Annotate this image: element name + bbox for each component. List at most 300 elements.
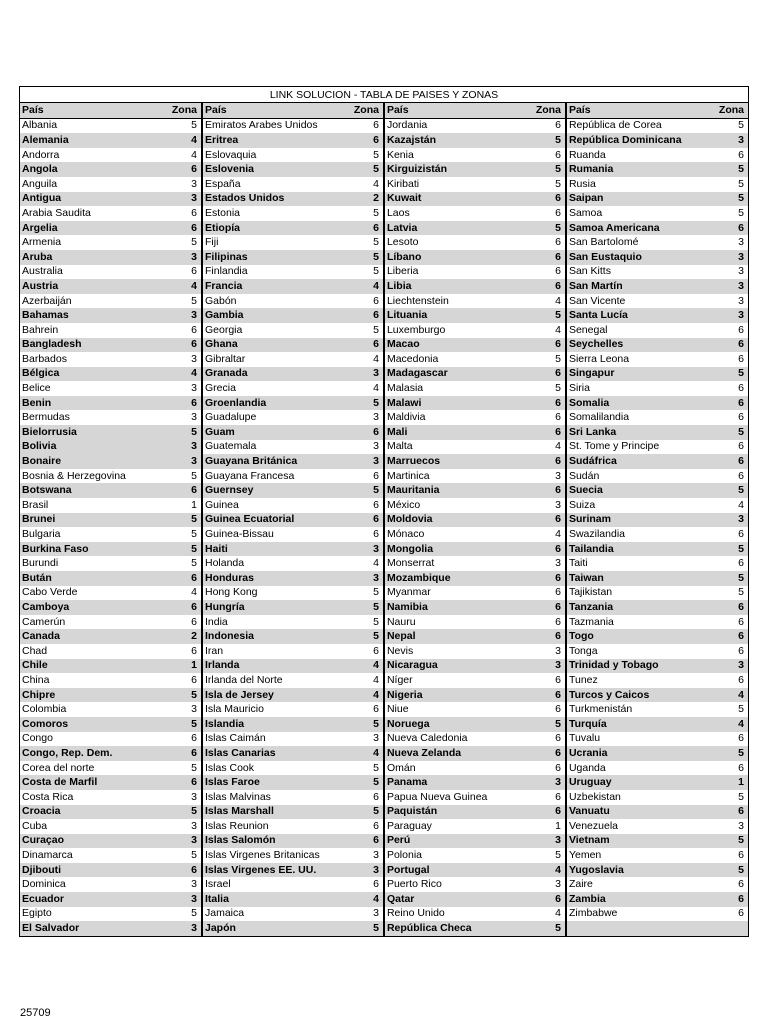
country-cell: Guadalupe: [202, 410, 340, 425]
header-country: País: [20, 103, 158, 118]
country-cell: México: [384, 498, 522, 513]
zone-cell: 3: [704, 279, 748, 294]
table-row: [20, 702, 748, 717]
country-cell: Martinica: [384, 469, 522, 484]
zone-cell: 6: [555, 761, 561, 774]
zone-cell: 3: [158, 834, 202, 849]
country-cell: Jordania: [384, 118, 522, 133]
country-cell: Gabón: [202, 294, 340, 309]
country-cell: Uganda: [566, 761, 704, 776]
header-zone: Zona: [340, 103, 384, 118]
country-cell: Eslovenia: [202, 162, 340, 177]
zone-cell: 4: [373, 673, 379, 686]
country-cell: Australia: [22, 265, 63, 278]
zone-cell: 5: [704, 571, 748, 586]
zone-cell: 6: [555, 265, 561, 278]
country-cell: Camboya: [20, 600, 158, 615]
country-cell: Islas Canarias: [202, 746, 340, 761]
table-row: [20, 629, 748, 644]
zone-cell: 3: [340, 571, 384, 586]
country-cell: España: [202, 177, 340, 192]
zone-cell: 5: [522, 308, 566, 323]
country-cell: Camerún: [22, 615, 66, 628]
country-cell: Barbados: [22, 352, 67, 365]
zone-cell: 6: [158, 571, 202, 586]
zone-cell: 4: [340, 659, 384, 674]
country-cell: Turcos y Caicos: [566, 688, 704, 703]
country-cell: Chad: [22, 644, 48, 657]
zone-cell: 6: [158, 396, 202, 411]
country-cell: San Bartolomé: [566, 235, 704, 250]
country-cell: Madagascar: [384, 367, 522, 382]
zone-cell: 4: [373, 382, 379, 395]
table-row: [20, 746, 748, 761]
country-cell: Gambia: [202, 308, 340, 323]
zone-cell: 6: [555, 119, 561, 132]
zone-cell: 5: [738, 586, 744, 599]
country-cell: Dominica: [22, 878, 66, 891]
zone-cell: 6: [704, 805, 748, 820]
zone-cell: 4: [340, 688, 384, 703]
table-row: [20, 761, 748, 776]
zone-cell: 3: [738, 819, 744, 832]
table-row: [20, 600, 748, 615]
zone-cell: 6: [704, 396, 748, 411]
country-cell: Nevis: [384, 644, 522, 659]
zone-cell: 6: [555, 148, 561, 161]
zone-cell: 6: [738, 382, 744, 395]
country-cell: Paraguay: [384, 819, 522, 834]
zone-cell: 4: [704, 688, 748, 703]
table-row: [20, 250, 748, 265]
country-cell: Malta: [384, 440, 522, 455]
zone-cell: 3: [373, 411, 379, 424]
table-row: [20, 221, 748, 236]
table-row: [20, 133, 748, 148]
country-cell: China: [22, 673, 50, 686]
zone-cell: 4: [555, 907, 561, 920]
country-cell: Bután: [20, 571, 158, 586]
zone-cell: 5: [373, 586, 379, 599]
zone-cell: 6: [522, 250, 566, 265]
zone-cell: 6: [738, 673, 744, 686]
country-cell: Vanuatu: [566, 805, 704, 820]
country-cell: Islandia: [202, 717, 340, 732]
zone-cell: 5: [191, 236, 197, 249]
zone-cell: 4: [555, 440, 561, 453]
country-cell: Níger: [384, 673, 522, 688]
country-cell: Reino Unido: [384, 907, 522, 922]
country-cell: Kiribati: [384, 177, 522, 192]
zone-cell: 6: [373, 644, 379, 657]
zone-cell: 6: [738, 907, 744, 920]
zone-cell: 4: [340, 279, 384, 294]
country-cell: Swazilandia: [566, 527, 704, 542]
zone-cell: 6: [522, 600, 566, 615]
zone-cell: 6: [704, 454, 748, 469]
country-cell: Islas Cook: [202, 761, 340, 776]
table-row: [20, 921, 748, 936]
zone-cell: 5: [373, 615, 379, 628]
table-row: [20, 206, 748, 221]
country-cell: Turquía: [566, 717, 704, 732]
zone-cell: 5: [340, 775, 384, 790]
zone-cell: 5: [373, 148, 379, 161]
zone-cell: 4: [704, 717, 748, 732]
zone-cell: 4: [340, 746, 384, 761]
country-cell: Moldovia: [384, 513, 522, 528]
zone-cell: 6: [738, 323, 744, 336]
country-cell: Aruba: [20, 250, 158, 265]
country-cell: El Salvador: [20, 921, 158, 936]
country-cell: Arabia Saudita: [22, 206, 91, 219]
country-cell: Ucrania: [566, 746, 704, 761]
country-cell: Djibouti: [20, 863, 158, 878]
zone-cell: 5: [191, 119, 197, 132]
zone-cell: 5: [522, 717, 566, 732]
zone-cell: 6: [738, 849, 744, 862]
zone-cell: 5: [158, 513, 202, 528]
country-cell: Congo, Rep. Dem.: [20, 746, 158, 761]
country-cell: Eslovaquia: [202, 148, 340, 163]
zone-cell: 4: [158, 367, 202, 382]
country-cell: Namibia: [384, 600, 522, 615]
zone-cell: 4: [340, 892, 384, 907]
country-cell: Portugal: [384, 863, 522, 878]
country-cell: Colombia: [22, 703, 67, 716]
country-cell: Papua Nueva Guinea: [384, 790, 522, 805]
zone-cell: 5: [704, 542, 748, 557]
zone-cell: 5: [704, 367, 748, 382]
zone-cell: 6: [373, 819, 379, 832]
zone-cell: 3: [704, 308, 748, 323]
country-cell: Sudáfrica: [566, 454, 704, 469]
zone-cell: 6: [191, 644, 197, 657]
country-cell: Islas Reunion: [202, 819, 340, 834]
zone-cell: 3: [373, 440, 379, 453]
table-header-row: [20, 103, 748, 118]
zone-cell: 6: [738, 615, 744, 628]
country-cell: Uzbekistan: [566, 790, 704, 805]
country-cell: Albania: [22, 119, 58, 132]
zone-cell: 5: [522, 221, 566, 236]
zone-cell: 5: [340, 250, 384, 265]
table-row: [20, 323, 748, 338]
zone-cell: 6: [522, 805, 566, 820]
zone-cell: 6: [738, 440, 744, 453]
country-cell: Sudán: [566, 469, 704, 484]
zone-cell: 3: [340, 542, 384, 557]
zone-cell: 5: [738, 177, 744, 190]
country-cell: Nigeria: [384, 688, 522, 703]
country-cell: Suiza: [566, 498, 704, 513]
table-row: [20, 425, 748, 440]
country-cell: Suecia: [566, 483, 704, 498]
zone-cell: 6: [522, 483, 566, 498]
zone-cell: 3: [555, 469, 561, 482]
zone-cell: 3: [704, 659, 748, 674]
zone-cell: 3: [704, 513, 748, 528]
zone-cell: [704, 921, 748, 936]
zone-cell: 3: [158, 892, 202, 907]
zone-cell: 6: [738, 878, 744, 891]
zone-cell: 1: [704, 775, 748, 790]
country-cell: Noruega: [384, 717, 522, 732]
zone-cell: 4: [555, 294, 561, 307]
zone-cell: 5: [555, 352, 561, 365]
country-cell: Corea del norte: [22, 761, 95, 774]
country-cell: Qatar: [384, 892, 522, 907]
table-row: [20, 659, 748, 674]
country-cell: Dinamarca: [22, 849, 73, 862]
country-cell: Holanda: [202, 556, 340, 571]
country-cell: Nepal: [384, 629, 522, 644]
country-cell: Canada: [20, 629, 158, 644]
zone-cell: 5: [340, 629, 384, 644]
country-cell: Guinea-Bissau: [202, 527, 340, 542]
country-cell: Chile: [20, 659, 158, 674]
country-cell: India: [202, 615, 340, 630]
table-row: [20, 177, 748, 192]
zone-cell: 4: [373, 177, 379, 190]
country-cell: República Dominicana: [566, 133, 704, 148]
zone-cell: 3: [191, 352, 197, 365]
zone-cell: 6: [340, 338, 384, 353]
country-cell: Austria: [20, 279, 158, 294]
country-cell: Tuvalu: [566, 732, 704, 747]
zone-cell: 5: [373, 761, 379, 774]
zone-cell: 6: [555, 206, 561, 219]
country-cell: Maldivia: [384, 410, 522, 425]
country-cell: Líbano: [384, 250, 522, 265]
zone-cell: 4: [555, 528, 561, 541]
country-cell: Isla de Jersey: [202, 688, 340, 703]
country-cell: Anguila: [22, 177, 58, 190]
zone-cell: 6: [522, 542, 566, 557]
table-row: [20, 848, 748, 863]
country-cell: República Checa: [384, 921, 522, 936]
country-cell: Emiratos Arabes Unidos: [202, 118, 340, 133]
zone-cell: 6: [738, 352, 744, 365]
country-cell: Guayana Británica: [202, 454, 340, 469]
table-row: [20, 235, 748, 250]
country-cell: San Kitts: [566, 265, 704, 280]
zone-cell: 4: [738, 498, 744, 511]
zone-cell: 6: [373, 528, 379, 541]
country-cell: Botswana: [20, 483, 158, 498]
country-cell: Croacia: [20, 805, 158, 820]
zone-cell: 6: [158, 338, 202, 353]
zone-cell: 3: [704, 250, 748, 265]
zone-table-document: [19, 86, 749, 937]
zone-cell: 6: [158, 863, 202, 878]
zone-cell: 5: [522, 921, 566, 936]
country-cell: Ghana: [202, 338, 340, 353]
country-cell: Ruanda: [566, 148, 704, 163]
zone-cell: 5: [340, 396, 384, 411]
document-title: LINK SOLUCION - TABLA DE PAISES Y ZONAS: [20, 87, 748, 103]
zone-cell: 5: [373, 265, 379, 278]
country-cell: Congo: [22, 732, 53, 745]
country-cell: Somalia: [566, 396, 704, 411]
zone-cell: 6: [738, 469, 744, 482]
country-cell: Nicaragua: [384, 659, 522, 674]
zone-cell: 6: [522, 892, 566, 907]
zone-cell: 5: [158, 717, 202, 732]
zone-cell: 6: [340, 834, 384, 849]
country-cell: Bahrein: [22, 323, 59, 336]
zone-cell: 5: [340, 162, 384, 177]
country-cell: Grecia: [202, 381, 340, 396]
zone-cell: 5: [191, 528, 197, 541]
table-row: [20, 148, 748, 163]
zone-cell: 5: [158, 805, 202, 820]
country-cell: Brunei: [20, 513, 158, 528]
zone-cell: 6: [738, 411, 744, 424]
table-row: [20, 892, 748, 907]
table-row: [20, 118, 748, 133]
table-row: [20, 367, 748, 382]
country-cell: Panama: [384, 775, 522, 790]
zone-cell: 6: [522, 338, 566, 353]
country-cell: Isla Mauricio: [202, 702, 340, 717]
country-cell: Gibraltar: [202, 352, 340, 367]
country-cell: Liechtenstein: [384, 294, 522, 309]
country-cell: Guayana Francesa: [202, 469, 340, 484]
country-cell: Bolivia: [20, 440, 158, 455]
zone-cell: 5: [704, 425, 748, 440]
country-cell: Islas Faroe: [202, 775, 340, 790]
country-cell: Guatemala: [202, 440, 340, 455]
zone-cell: 5: [738, 119, 744, 132]
country-cell: Andorra: [22, 148, 60, 161]
country-cell: Benin: [20, 396, 158, 411]
country-cell: Mali: [384, 425, 522, 440]
country-cell: Tailandia: [566, 542, 704, 557]
country-cell: Togo: [566, 629, 704, 644]
table-row: [20, 805, 748, 820]
zone-cell: 3: [158, 250, 202, 265]
zone-cell: 6: [738, 644, 744, 657]
country-cell: [566, 921, 704, 936]
country-cell: Islas Salomón: [202, 834, 340, 849]
country-cell: República de Corea: [566, 118, 704, 133]
zone-cell: 6: [191, 615, 197, 628]
zone-cell: 6: [373, 119, 379, 132]
zone-cell: 5: [191, 849, 197, 862]
zone-cell: 3: [158, 308, 202, 323]
zone-cell: 6: [522, 367, 566, 382]
zone-cell: 6: [522, 454, 566, 469]
zone-cell: 6: [340, 221, 384, 236]
table-row: [20, 338, 748, 353]
country-cell: Guinea Ecuatorial: [202, 513, 340, 528]
table-row: [20, 454, 748, 469]
zone-cell: 6: [738, 761, 744, 774]
zone-cell: 5: [704, 483, 748, 498]
country-cell: Islas Caimán: [202, 732, 340, 747]
country-cell: Irlanda: [202, 659, 340, 674]
table-row: [20, 294, 748, 309]
country-cell: Taiti: [566, 556, 704, 571]
table-row: [20, 673, 748, 688]
zone-cell: 3: [522, 775, 566, 790]
country-cell: Jamaica: [202, 907, 340, 922]
zone-cell: 6: [373, 878, 379, 891]
country-cell: Kirguizistán: [384, 162, 522, 177]
country-cell: Cuba: [22, 819, 48, 832]
country-cell: Bulgaria: [22, 528, 61, 541]
country-cell: Nueva Caledonia: [384, 732, 522, 747]
table-row: [20, 717, 748, 732]
zone-cell: 3: [340, 863, 384, 878]
zone-cell: 5: [555, 849, 561, 862]
zone-cell: 6: [373, 469, 379, 482]
country-cell: Guinea: [202, 498, 340, 513]
zone-cell: 6: [158, 746, 202, 761]
zone-cell: 6: [555, 703, 561, 716]
zone-cell: 4: [522, 863, 566, 878]
country-cell: Zambia: [566, 892, 704, 907]
header-country: País: [202, 103, 340, 118]
zone-cell: 6: [158, 162, 202, 177]
zone-cell: 6: [555, 236, 561, 249]
country-cell: San Eustaquio: [566, 250, 704, 265]
country-cell: Polonia: [384, 848, 522, 863]
zone-cell: 6: [522, 396, 566, 411]
zone-cell: 3: [191, 411, 197, 424]
country-cell: San Martín: [566, 279, 704, 294]
table-row: [20, 279, 748, 294]
zone-cell: 5: [704, 863, 748, 878]
country-cell: Israel: [202, 877, 340, 892]
country-cell: Yemen: [566, 848, 704, 863]
zone-cell: 3: [738, 236, 744, 249]
country-cell: Marruecos: [384, 454, 522, 469]
country-cell: Tonga: [566, 644, 704, 659]
zone-cell: 3: [555, 557, 561, 570]
country-cell: Chipre: [20, 688, 158, 703]
country-cell: Saipan: [566, 192, 704, 207]
country-cell: Antigua: [20, 192, 158, 207]
country-cell: Santa Lucía: [566, 308, 704, 323]
zone-cell: 5: [522, 133, 566, 148]
zone-cell: 3: [191, 878, 197, 891]
country-cell: Laos: [384, 206, 522, 221]
zone-cell: 6: [738, 148, 744, 161]
zone-cell: 6: [555, 732, 561, 745]
country-cell: Armenia: [22, 236, 62, 249]
header-zone: Zona: [522, 103, 566, 118]
zone-cell: 6: [704, 221, 748, 236]
zone-cell: 3: [158, 440, 202, 455]
zone-cell: 6: [704, 629, 748, 644]
country-cell: Finlandia: [202, 265, 340, 280]
zone-cell: 6: [373, 790, 379, 803]
zone-cell: 5: [373, 323, 379, 336]
header-zone: Zona: [704, 103, 748, 118]
country-cell: Haiti: [202, 542, 340, 557]
zone-cell: 6: [555, 411, 561, 424]
country-cell: Samoa Americana: [566, 221, 704, 236]
country-cell: Perú: [384, 834, 522, 849]
country-cell: Senegal: [566, 323, 704, 338]
zone-cell: 5: [704, 746, 748, 761]
zone-cell: 3: [522, 834, 566, 849]
country-cell: Mauritania: [384, 483, 522, 498]
zone-cell: 6: [704, 892, 748, 907]
zone-cell: 6: [522, 688, 566, 703]
